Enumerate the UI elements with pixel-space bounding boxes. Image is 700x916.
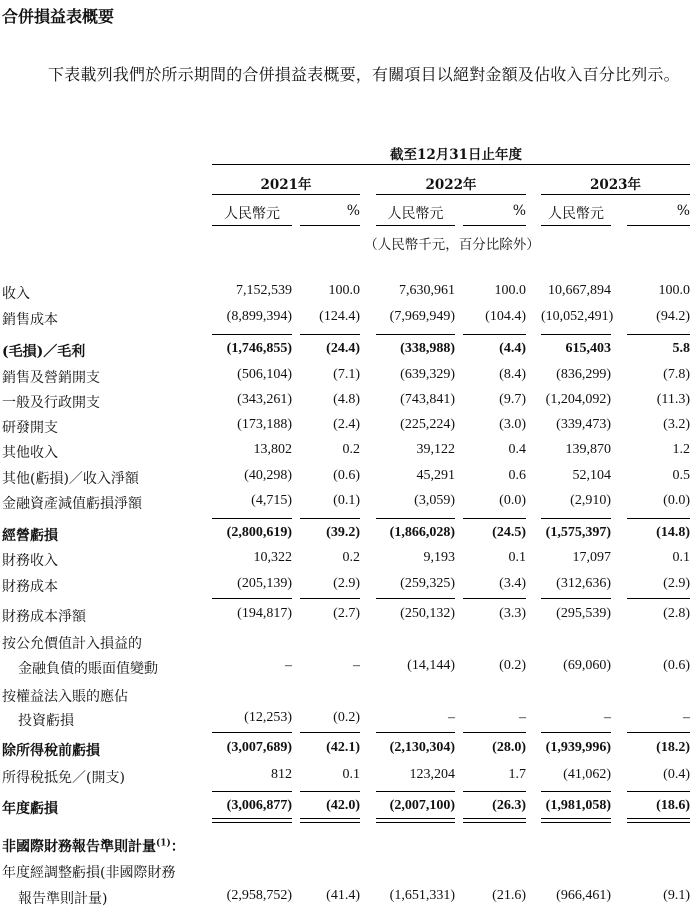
cell-value: – [519, 710, 526, 725]
cell-value: (250,132) [400, 606, 455, 621]
cell-value: (259,325) [400, 576, 455, 591]
cell-value: (9.1) [663, 888, 690, 903]
intro-paragraph: 下表載列我們於所示期間的合併損益表概要，有關項目以絕對金額及佔收入百分比列示。 [48, 65, 680, 84]
subtotal-rule [463, 518, 526, 519]
row-label-text: 金融負債的賬面值變動 [18, 661, 158, 677]
subtotal-rule [376, 518, 455, 519]
row-label-text: 財務收入 [2, 553, 58, 569]
row-label-text: 財務成本淨額 [2, 609, 86, 625]
cell-value: (1,204,092) [545, 392, 611, 407]
cell-value: (339,473) [556, 417, 611, 432]
column-header-rule [300, 225, 360, 226]
cell-value: (3.4) [499, 576, 526, 591]
cell-value: – [604, 710, 611, 725]
row-label [2, 550, 58, 570]
subtotal-rule [300, 598, 360, 599]
row-label [2, 576, 58, 596]
cell-value: (10,052,491) [541, 309, 614, 324]
cell-value: 615,403 [565, 341, 611, 356]
column-header-rule [212, 225, 292, 226]
cell-value: (26.3) [492, 798, 526, 813]
row-label [2, 862, 175, 882]
cell-value: 812 [271, 767, 292, 782]
cell-value: (1,746,855) [226, 341, 292, 356]
subtotal-rule [541, 791, 611, 792]
cell-value: (295,539) [556, 606, 611, 621]
cell-value: 52,104 [572, 468, 611, 483]
cell-value: 0.1 [672, 550, 690, 565]
row-label [2, 798, 58, 818]
cell-value: (3.2) [663, 417, 690, 432]
cell-value: (2.7) [333, 606, 360, 621]
row-label [2, 468, 139, 488]
row-label-text: 其他(虧損)／收入淨額 [2, 471, 139, 487]
cell-value: (3,007,689) [226, 740, 292, 755]
cell-value: (124.4) [319, 309, 360, 324]
cell-value: 0.1 [342, 767, 360, 782]
row-label [2, 442, 58, 462]
cell-value: (1,939,996) [545, 740, 611, 755]
row-label [18, 888, 107, 908]
cell-value: 0.1 [508, 550, 526, 565]
cell-value: – [353, 658, 360, 673]
year-header-rule [212, 194, 360, 195]
subtotal-rule [212, 518, 292, 519]
row-label [2, 493, 142, 513]
currency-header: 人民幣元 [387, 206, 444, 222]
subtotal-rule [463, 598, 526, 599]
cell-value: (836,299) [556, 367, 611, 382]
year-header: 2022年 [425, 177, 477, 193]
row-label [18, 710, 74, 730]
subtotal-rule [300, 334, 360, 335]
row-label-text: 財務成本 [2, 579, 58, 595]
period-header-rule [212, 164, 690, 165]
subtotal-rule [541, 518, 611, 519]
cell-value: (966,461) [556, 888, 611, 903]
year-header: 2023年 [589, 177, 642, 193]
cell-value: (4,715) [251, 493, 292, 508]
cell-value: (24.5) [492, 525, 526, 540]
cell-value: (743,841) [400, 392, 455, 407]
cell-value: (2.9) [333, 576, 360, 591]
cell-value: (41,062) [563, 767, 611, 782]
cell-value: (7,969,949) [389, 309, 455, 324]
cell-value: (2.8) [663, 606, 690, 621]
cell-value: (0.4) [663, 767, 690, 782]
cell-value: 0.6 [508, 468, 526, 483]
cell-value: (0.2) [499, 658, 526, 673]
row-label-text: 按權益法入賬的應佔 [2, 689, 128, 705]
total-double-rule [463, 818, 526, 823]
cell-value: – [448, 710, 455, 725]
cell-value: (39.2) [326, 525, 360, 540]
cell-value: 139,870 [565, 442, 611, 457]
cell-value: (4.8) [333, 392, 360, 407]
subtotal-rule [212, 791, 292, 792]
cell-value: (2,800,619) [226, 525, 292, 540]
cell-value: 100.0 [494, 283, 526, 298]
subtotal-rule [463, 791, 526, 792]
cell-value: (343,261) [237, 392, 292, 407]
row-label-text: 金融資產減值虧損淨額 [2, 496, 142, 512]
cell-value: (94.2) [656, 309, 690, 324]
footnote-marker: (1) [156, 838, 171, 849]
row-label [18, 658, 158, 678]
cell-value: (24.4) [326, 341, 360, 356]
cell-value: (0.2) [333, 710, 360, 725]
cell-value: (8.4) [499, 367, 526, 382]
cell-value: (225,224) [400, 417, 455, 432]
year-header: 2021年 [260, 177, 312, 193]
currency-header: 人民幣元 [224, 206, 280, 222]
subtotal-rule [463, 732, 526, 733]
total-double-rule [376, 818, 455, 823]
cell-value: 7,630,961 [399, 283, 455, 298]
row-label [2, 341, 85, 361]
cell-value: 0.5 [672, 468, 690, 483]
cell-value: – [683, 710, 690, 725]
cell-value: (7.8) [663, 367, 690, 382]
section-title: 合併損益表概要 [2, 7, 115, 26]
row-label [2, 836, 185, 856]
cell-value: (11.3) [656, 392, 690, 407]
percent-header: % [346, 203, 360, 219]
percent-header: % [512, 203, 526, 219]
cell-value: 45,291 [416, 468, 455, 483]
cell-value: (2.4) [333, 417, 360, 432]
row-label-text: 銷售及營銷開支 [2, 370, 100, 386]
cell-value: 5.8 [672, 341, 690, 356]
cell-value: (1,981,058) [545, 798, 611, 813]
subtotal-rule [627, 732, 690, 733]
row-label [2, 767, 125, 787]
cell-value: (41.4) [326, 888, 360, 903]
cell-value: (2.9) [663, 576, 690, 591]
subtotal-rule [541, 732, 611, 733]
total-double-rule [212, 818, 292, 823]
column-header-rule [376, 225, 455, 226]
subtotal-rule [376, 732, 455, 733]
row-label [2, 525, 58, 545]
subtotal-rule [627, 334, 690, 335]
cell-value: – [285, 658, 292, 673]
total-double-rule [300, 818, 360, 823]
subtotal-rule [300, 791, 360, 792]
cell-value: (1,651,331) [389, 888, 455, 903]
cell-value: (1,866,028) [389, 525, 455, 540]
row-label-text: 年度虧損 [2, 801, 58, 817]
cell-value: (42.0) [326, 798, 360, 813]
year-header-rule [376, 194, 526, 195]
cell-value: 0.4 [508, 442, 526, 457]
row-label [2, 283, 30, 303]
row-label-text: 一般及行政開支 [2, 395, 100, 411]
cell-value: 7,152,539 [236, 283, 292, 298]
row-label-text: 銷售成本 [2, 312, 58, 328]
cell-value: (2,007,100) [389, 798, 455, 813]
cell-value: (8,899,394) [226, 309, 292, 324]
cell-value: (3.3) [499, 606, 526, 621]
percent-header: % [676, 203, 690, 219]
subtotal-rule [300, 732, 360, 733]
cell-value: 13,802 [253, 442, 292, 457]
subtotal-rule [627, 518, 690, 519]
cell-value: (69,060) [563, 658, 611, 673]
cell-value: (205,139) [237, 576, 292, 591]
cell-value: (639,329) [400, 367, 455, 382]
subtotal-rule [212, 334, 292, 335]
cell-value: 10,322 [253, 550, 292, 565]
cell-value: 9,193 [423, 550, 455, 565]
row-label [2, 686, 128, 706]
year-header-rule [541, 194, 690, 195]
cell-value: 10,667,894 [548, 283, 611, 298]
cell-value: (14,144) [407, 658, 455, 673]
subtotal-rule [627, 791, 690, 792]
subtotal-rule [463, 334, 526, 335]
cell-value: 100.0 [328, 283, 360, 298]
units-note: （人民幣千元，百分比除外） [364, 237, 540, 253]
cell-value: (312,636) [556, 576, 611, 591]
row-label-text: 按公允價值計入損益的 [2, 636, 142, 652]
cell-value: (2,130,304) [389, 740, 455, 755]
cell-value: (506,104) [237, 367, 292, 382]
column-header-rule [627, 225, 690, 226]
row-label-text: 收入 [2, 286, 30, 302]
subtotal-rule [212, 598, 292, 599]
cell-value: 39,122 [416, 442, 455, 457]
cell-value: 1.7 [508, 767, 526, 782]
total-double-rule [541, 818, 611, 823]
cell-value: (9.7) [499, 392, 526, 407]
row-label [2, 309, 58, 329]
cell-value: (21.6) [492, 888, 526, 903]
row-label-text: 報告準則計量) [18, 891, 108, 907]
subtotal-rule [627, 598, 690, 599]
subtotal-rule [300, 518, 360, 519]
row-label-text: 所得稅抵免／(開支) [2, 770, 125, 786]
subtotal-rule [541, 598, 611, 599]
period-header: 截至12月31日止年度 [389, 147, 523, 163]
cell-value: (12,253) [244, 710, 292, 725]
cell-value: (104.4) [485, 309, 526, 324]
total-double-rule [627, 818, 690, 823]
subtotal-rule [212, 732, 292, 733]
column-header-rule [541, 225, 611, 226]
row-label [2, 740, 100, 760]
cell-value: (18.2) [656, 740, 690, 755]
cell-value: 100.0 [658, 283, 690, 298]
row-label-text: 研發開支 [2, 420, 58, 436]
cell-value: (18.6) [656, 798, 690, 813]
column-header-rule [463, 225, 526, 226]
cell-value: (2,910) [570, 493, 611, 508]
row-label [2, 392, 100, 412]
cell-value: (0.1) [333, 493, 360, 508]
cell-value: (0.6) [333, 468, 360, 483]
cell-value: (0.0) [663, 493, 690, 508]
cell-value: (28.0) [492, 740, 526, 755]
cell-value: (3,059) [414, 493, 455, 508]
cell-value: (4.4) [499, 341, 526, 356]
subtotal-rule [376, 334, 455, 335]
subtotal-rule [376, 598, 455, 599]
cell-value: (0.0) [499, 493, 526, 508]
cell-value: 0.2 [342, 442, 360, 457]
row-label-text: 經營虧損 [2, 528, 58, 544]
cell-value: 1.2 [672, 442, 690, 457]
cell-value: (3,006,877) [226, 798, 292, 813]
row-label-text: 年度經調整虧損(非國際財務 [2, 865, 176, 881]
cell-value: 17,097 [572, 550, 611, 565]
subtotal-rule [541, 334, 611, 335]
cell-value: (7.1) [333, 367, 360, 382]
cell-value: 0.2 [342, 550, 360, 565]
row-label-text: 除所得稅前虧損 [2, 743, 100, 759]
row-label-text: 其他收入 [2, 445, 58, 461]
row-label-text: (毛損)／毛利 [2, 344, 86, 360]
cell-value: 123,204 [409, 767, 455, 782]
cell-value: (173,188) [237, 417, 292, 432]
row-label [2, 367, 100, 387]
cell-value: (194,817) [237, 606, 292, 621]
label-colon: ： [170, 839, 185, 855]
row-label [2, 417, 58, 437]
cell-value: (0.6) [663, 658, 690, 673]
currency-header: 人民幣元 [548, 206, 604, 222]
subtotal-rule [376, 791, 455, 792]
cell-value: (14.8) [656, 525, 690, 540]
cell-value: (42.1) [326, 740, 360, 755]
cell-value: (338,988) [400, 341, 455, 356]
cell-value: (1,575,397) [545, 525, 611, 540]
row-label-text: 投資虧損 [18, 713, 74, 729]
row-label [2, 633, 142, 653]
cell-value: (40,298) [244, 468, 292, 483]
cell-value: (2,958,752) [226, 888, 292, 903]
row-label-text: 非國際財務報告準則計量 [2, 839, 156, 855]
row-label [2, 606, 86, 626]
cell-value: (3.0) [499, 417, 526, 432]
